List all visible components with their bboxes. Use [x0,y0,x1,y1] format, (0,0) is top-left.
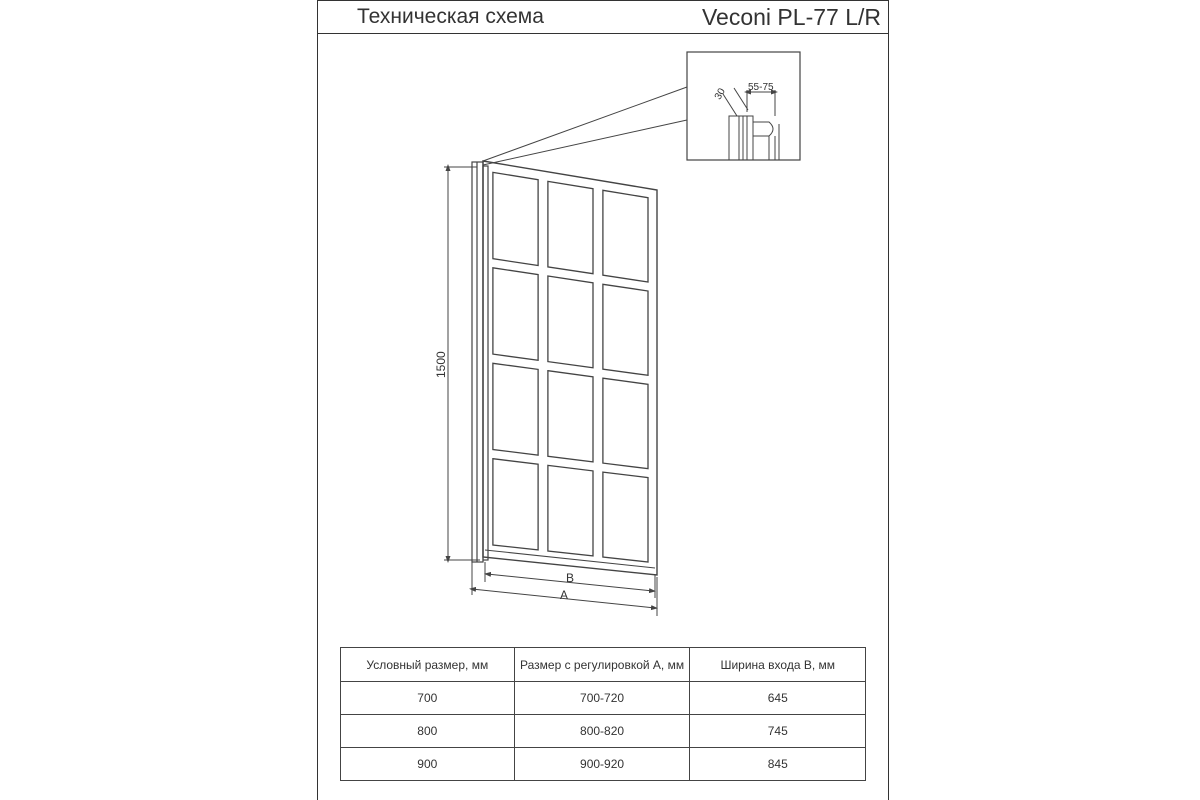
column-header-adjust: Размер с регулировкой А, мм [514,648,690,682]
glass-cell [603,190,648,282]
table-cell: 745 [690,715,866,748]
table-header-row [341,648,866,682]
glass-cell [603,472,648,562]
glass-cell [493,268,538,361]
title-block [317,0,889,34]
callout-line-upper [483,87,687,161]
glass-cell [493,172,538,265]
table-cell: 900-920 [514,748,690,781]
height-label: 1500 [434,351,448,378]
glass-cell [603,284,648,375]
height-dimension [444,167,480,560]
table-cell: 700-720 [514,682,690,715]
glass-cell [548,181,593,273]
callout-line-lower [483,120,687,165]
model-name: Veconi PL-77 L/R [701,4,881,30]
technical-drawing [317,32,887,632]
table-cell: 700 [341,682,515,715]
hinge-detail-callout [483,52,800,165]
column-header-nominal: Условный размер, мм [341,648,515,682]
table-row [341,748,866,781]
glass-panel [483,161,657,575]
table-cell: 800 [341,715,515,748]
angle-label: 30 [712,86,728,102]
page-title: Техническая схема [357,5,544,28]
table-cell: 900 [341,748,515,781]
table-cell: 800-820 [514,715,690,748]
table-cell: 845 [690,748,866,781]
glass-cell [548,371,593,462]
column-header-entry: Ширина входа B, мм [690,648,866,682]
glass-grid [493,172,648,562]
table-row [341,682,866,715]
glass-cell [493,363,538,455]
dimension-a-label: A [560,588,569,602]
panel-outline [483,161,657,575]
table-cell: 645 [690,682,866,715]
size-table [340,647,866,781]
glass-cell [493,459,538,550]
wall-profile [472,162,488,562]
glass-cell [603,378,648,469]
profile-detail [723,88,779,160]
dimension-b-label: B [566,571,575,585]
glass-cell [548,465,593,556]
glass-cell [548,276,593,368]
adjust-range-label: 55-75 [748,82,774,93]
table-row [341,715,866,748]
